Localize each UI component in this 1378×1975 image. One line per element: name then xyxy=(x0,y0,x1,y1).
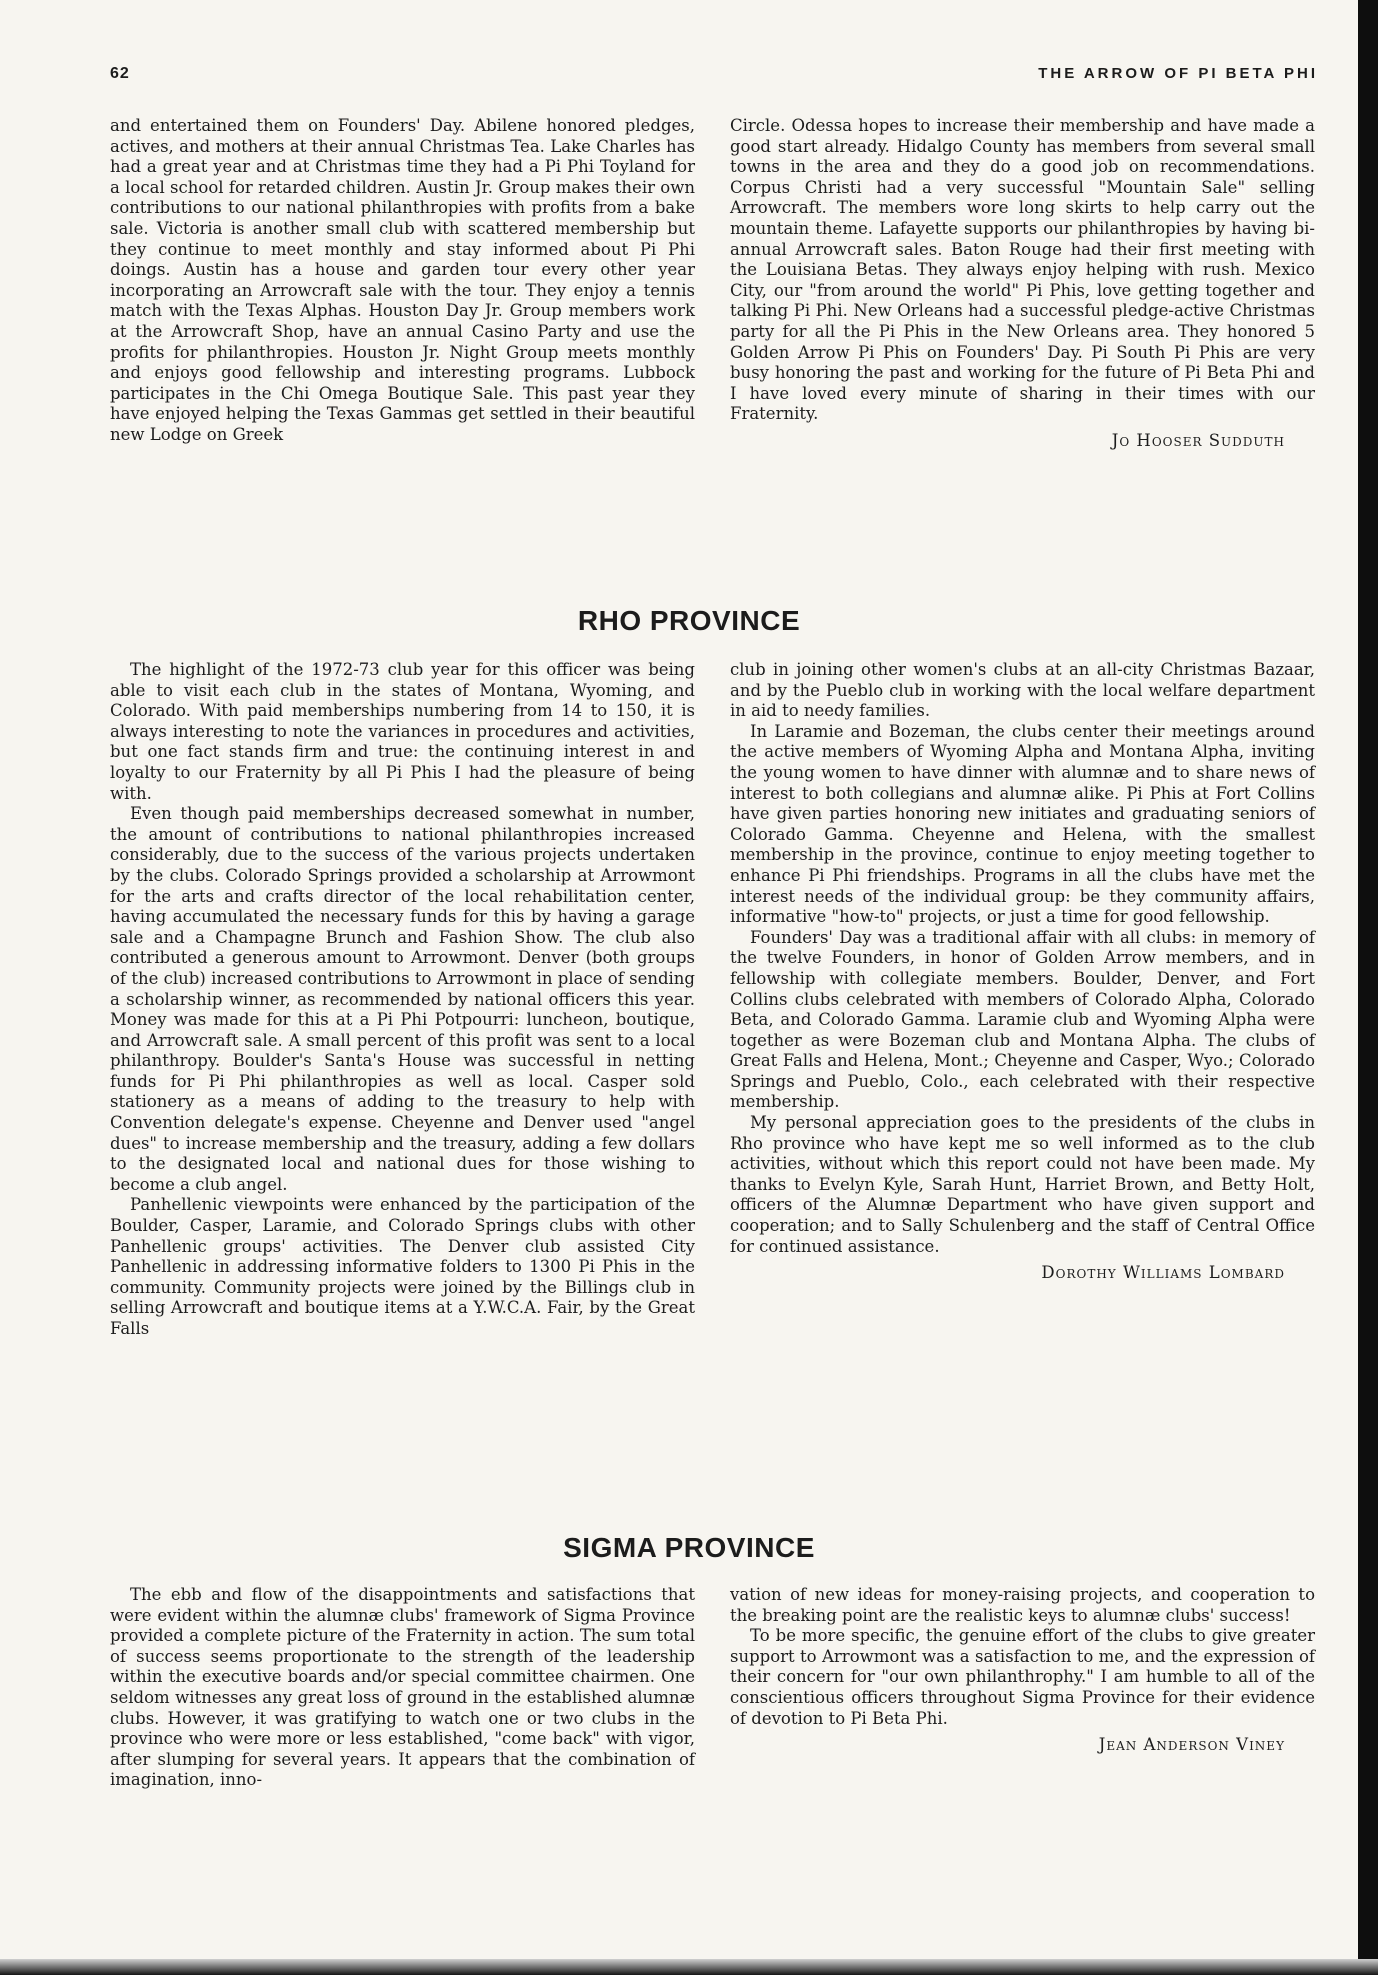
top-left-column xyxy=(110,116,695,446)
paragraph: and entertained them on Founders' Day. Abilene honored pledges, actives, and mothers at their annual Christmas Tea. Lake Charles has had a great year and at Christmas time they had a Pi Phi Toyland for a local school for retarded children. Austin Jr. Group makes their own contributions to our national philanthropies with profits from a bake sale. Victoria is another small club with scattered membership but they continue to meet monthly and stay informed about Pi Phi doings. Austin has a house and garden tour every other year incorporating an Arrowcraft sale with the tour. They enjoy a tennis match with the Texas Alphas. Houston Day Jr. Group members work at the Arrowcraft Shop, have an annual Casino Party and use the profits for philanthropies. Houston Jr. Night Group meets monthly and enjoys good fellowship and interesting programs. Lubbock participates in the Chi Omega Boutique Sale. This past year they have enjoyed helping the Texas Gammas get settled in their beautiful new Lodge on Greek xyxy=(110,116,695,444)
page-number: 62 xyxy=(110,65,130,82)
sigma-province-heading: SIGMA PROVINCE xyxy=(563,1532,815,1563)
paragraph: Founders' Day was a traditional affair with all clubs: in memory of the twelve Founders, in honor of Golden Arrow members, and in fellowship with collegiate members. Boulder, Denver, and Fort Collins clubs celebrated with members of Colorado Alpha, Colorado Beta, and Colorado Gamma. Laramie club and Wyoming Alpha were together as were Bozeman club and Montana Alpha. The clubs of Great Falls and Helena, Mont.; Cheyenne and Casper, Wyo.; Colorado Springs and Pueblo, Colo., each celebrated with their respective membership. xyxy=(730,927,1315,1112)
sigma-right-column xyxy=(730,1585,1315,1756)
paragraph: Even though paid memberships decreased somewhat in number, the amount of contributions to national philanthropies increased considerably, due to the success of the various projects undertaken by the clubs. Colorado Springs provided a scholarship at Arrowmont for the arts and crafts director of the local rehabilitation center, having accumulated the necessary funds for this by having a garage sale and a Champagne Brunch and Fashion Show. The club also contributed a generous amount to Arrowmont. Denver (both groups of the club) increased contributions to Arrowmont in place of sending a scholarship winner, as recommended by national officers this year. Money was made for this at a Pi Phi Potpourri: luncheon, boutique, and Arrowcraft sale. A small percent of this profit was sent to a local philanthropy. Boulder's Santa's House was successful in netting funds for Pi Phi philanthropies as well as local. Casper sold stationery as a means of adding to the treasury to help with Convention delegate's expense. Cheyenne and Denver used "angel dues" to increase membership and the treasury, adding a few dollars to the designated local and national dues for those wishing to become a club angel. xyxy=(110,804,695,1194)
scan-border-bottom xyxy=(0,1959,1378,1975)
rho-left-column xyxy=(110,660,695,1340)
paragraph: Circle. Odessa hopes to increase their membership and have made a good start already. Hidalgo County has members from several small towns in the area and they do a good job on recommendations. Corpus Christi had a very successful "Mountain Sale" selling Arrowcraft. The members wore long skirts to help carry out the mountain theme. Lafayette supports our philanthropies by having bi-annual Arrowcraft sales. Baton Rouge had their first meeting with the Louisiana Betas. They always enjoy helping with rush. Mexico City, our "from around the world" Pi Phis, love getting together and talking Pi Phi. New Orleans had a successful pledge-active Christmas party for all the Pi Phis in the New Orleans area. They honored 5 Golden Arrow Pi Phis on Founders' Day. Pi South Pi Phis are very busy honoring the past and working for the future of Pi Beta Phi and I have loved every minute of sharing in their times with our Fraternity. xyxy=(730,116,1315,424)
scan-border-right xyxy=(1358,0,1378,1975)
top-right-column xyxy=(730,116,1315,452)
sigma-left-column xyxy=(110,1585,695,1791)
running-head: THE ARROW OF PI BETA PHI xyxy=(1038,65,1318,82)
paragraph: The ebb and flow of the disappointments and satisfactions that were evident within the alumnæ clubs' framework of Sigma Province provided a complete picture of the Fraternity in action. The sum total of success seems proportionate to the strength of the leadership within the executive boards and/or special committee chairmen. One seldom witnesses any great loss of ground in the established alumnæ clubs. However, it was gratifying to watch one or two clubs in the province who were more or less established, "come back" with vigor, after slumping for several years. It appears that the combination of imagination, inno- xyxy=(110,1585,695,1790)
paragraph: My personal appreciation goes to the presidents of the clubs in Rho province who have kept me so well informed as to the club activities, without which this report could not have been made. My thanks to Evelyn Kyle, Sarah Hunt, Harriet Brown, and Betty Holt, officers of the Alumnæ Department who have given support and cooperation; and to Sally Schulenberg and the staff of Central Office for continued assistance. xyxy=(730,1113,1315,1256)
signature: Jean Anderson Viney xyxy=(1098,1735,1285,1755)
paragraph: club in joining other women's clubs at an all-city Christmas Bazaar, and by the Pueblo club in working with the local welfare department in aid to needy families. xyxy=(730,660,1315,721)
paragraph: To be more specific, the genuine effort of the clubs to give greater support to Arrowmont was a satisfaction to me, and the expression of their concern for "our own philanthrophy." I am humble to all of the conscientious officers throughout Sigma Province for their evidence of devotion to Pi Beta Phi. xyxy=(730,1626,1315,1728)
rho-province-heading: RHO PROVINCE xyxy=(577,605,801,636)
signature: Jo Hooser Sudduth xyxy=(1111,430,1285,450)
paragraph: Panhellenic viewpoints were enhanced by the participation of the Boulder, Casper, Laramie, and Colorado Springs clubs with other Panhellenic groups' activities. The Denver club assisted City Panhellenic in addressing informative folders to 1300 Pi Phis in the community. Community projects were joined by the Billings club in selling Arrowcraft and boutique items at a Y.W.C.A. Fair, by the Great Falls xyxy=(110,1195,695,1338)
paragraph: In Laramie and Bozeman, the clubs center their meetings around the active members of Wyoming Alpha and Montana Alpha, inviting the young women to have dinner with alumnæ and to share news of interest to both collegians and alumnæ alike. Pi Phis at Fort Collins have given parties honoring new initiates and graduating seniors of Colorado Gamma. Cheyenne and Helena, with the smallest membership in the province, continue to enjoy meeting together to enhance Pi Phi friendships. Programs in all the clubs have met the interest needs of the individual group: be they community affairs, informative "how-to" projects, or just a time for good fellowship. xyxy=(730,721,1315,927)
paragraph: vation of new ideas for money-raising projects, and cooperation to the breaking point are the realistic keys to alumnæ clubs' success! xyxy=(730,1585,1315,1625)
paragraph: The highlight of the 1972-73 club year for this officer was being able to visit each club in the states of Montana, Wyoming, and Colorado. With paid memberships numbering from 14 to 150, it is always interesting to note the variances in procedures and activities, but one fact stands firm and true: the continuing interest in and loyalty to our Fraternity by all Pi Phis I had the pleasure of being with. xyxy=(110,660,695,803)
rho-right-column xyxy=(730,660,1315,1284)
signature: Dorothy Williams Lombard xyxy=(1041,1263,1285,1283)
